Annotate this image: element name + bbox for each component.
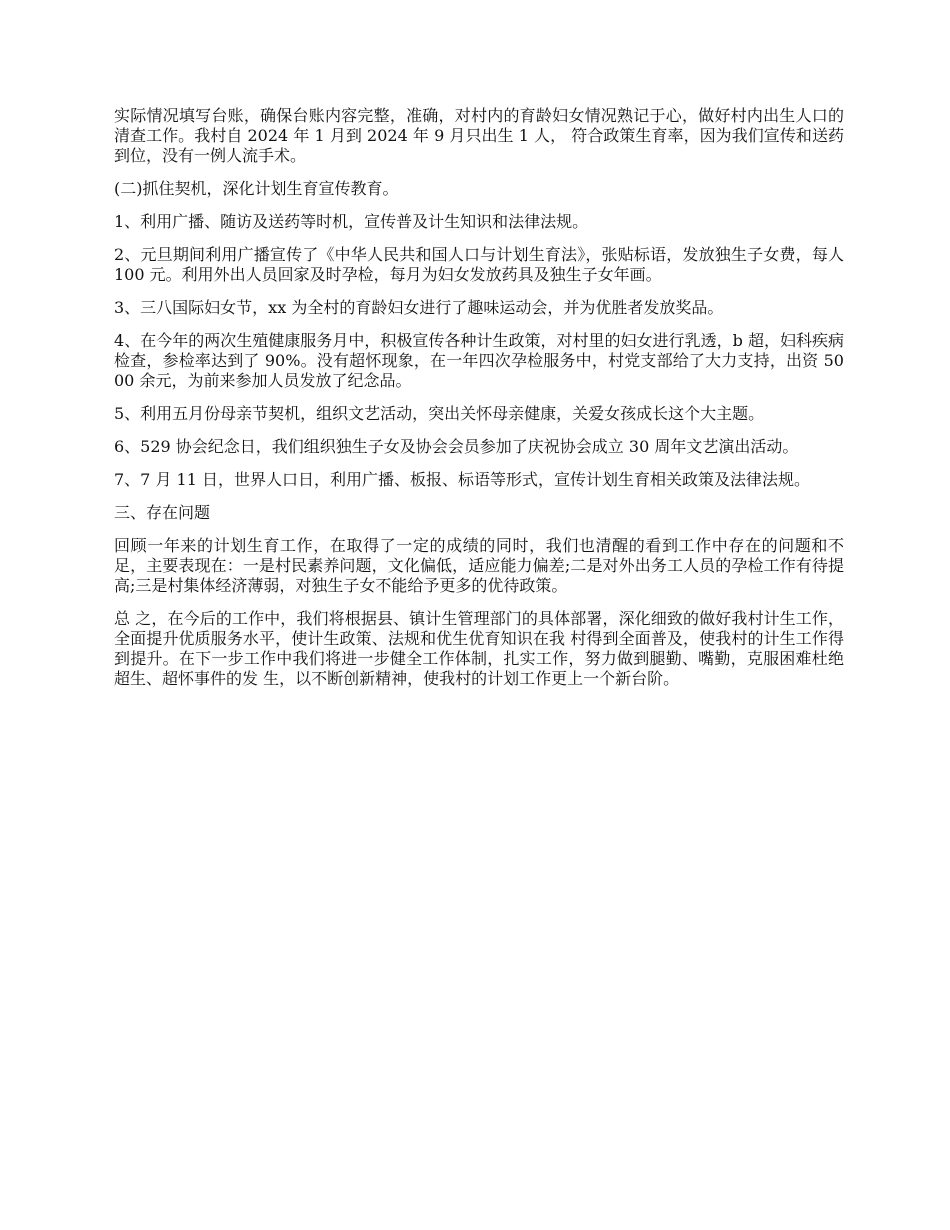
list-item-7: 7、7 月 11 日，世界人口日，利用广播、板报、标语等形式，宣传计划生育相关政策及法律法规。 [114, 470, 810, 489]
list-item-3: 3、三八国际妇女节，xx 为全村的育龄妇女进行了趣味运动会，并为优胜者发放奖品。 [114, 298, 724, 317]
list-item-2: 2、元旦期间利用广播宣传了《中华人民共和国人口与计划生育法》，张贴标语，发放独生子女费，每人 100 元。利用外出人员回家及时孕检，每月为妇女发放药具及独生子女年画。 [114, 245, 844, 284]
list-item-4: 4、在今年的两次生殖健康服务月中，积极宣传各种计生政策，对村里的妇女进行乳透，b 超，妇科疾病检查，参检率达到了 90%。没有超怀现象，在一年四次孕检服务中，村党支部给了大力支持，出资 5000 余元，为前来参加人员发放了纪念品。 [114, 331, 844, 390]
list-item-1: 1、利用广播、随访及送药等时机，宣传普及计生知识和法律法规。 [114, 212, 589, 231]
paragraph-continuation-ledger: 实际情况填写台账，确保台账内容完整，准确，对村内的育龄妇女情况熟记于心，做好村内出生人口的清查工作。我村自 2024 年 1 月到 2024 年 9 月只出生 1 人， 符合政策生育率，因为我们宣传和送药到位，没有一例人流手术。 [114, 106, 844, 165]
section-heading-problems: 三、存在问题 [114, 503, 211, 522]
list-item-5: 5、利用五月份母亲节契机，组织文艺活动，突出关怀母亲健康，关爱女孩成长这个大主题。 [114, 404, 765, 423]
section-heading-publicity: (二)抓住契机，深化计划生育宣传教育。 [114, 179, 399, 198]
paragraph-conclusion: 总 之，在今后的工作中，我们将根据县、镇计生管理部门的具体部署，深化细致的做好我村计生工作，全面提升优质服务水平，使计生政策、法规和优生优育知识在我 村得到全面普及，使我村的计生工作得到提升。在下一步工作中我们将进一步健全工作体制，扎实工作，努力做到腿勤、嘴勤，克服困难杜绝超生、超怀事件的发 生，以不断创新精神，使我村的计划工作更上一个新台阶。 [114, 609, 844, 688]
list-item-6: 6、529 协会纪念日，我们组织独生子女及协会会员参加了庆祝协会成立 30 周年文艺演出活动。 [114, 437, 799, 456]
document-page [114, 106, 844, 702]
paragraph-problems: 回顾一年来的计划生育工作，在取得了一定的成绩的同时，我们也清醒的看到工作中存在的问题和不足，主要表现在：一是村民素养问题，文化偏低，适应能力偏差;二是对外出务工人员的孕检工作有待提高;三是村集体经济薄弱，对独生子女不能给予更多的优待政策。 [114, 536, 844, 595]
